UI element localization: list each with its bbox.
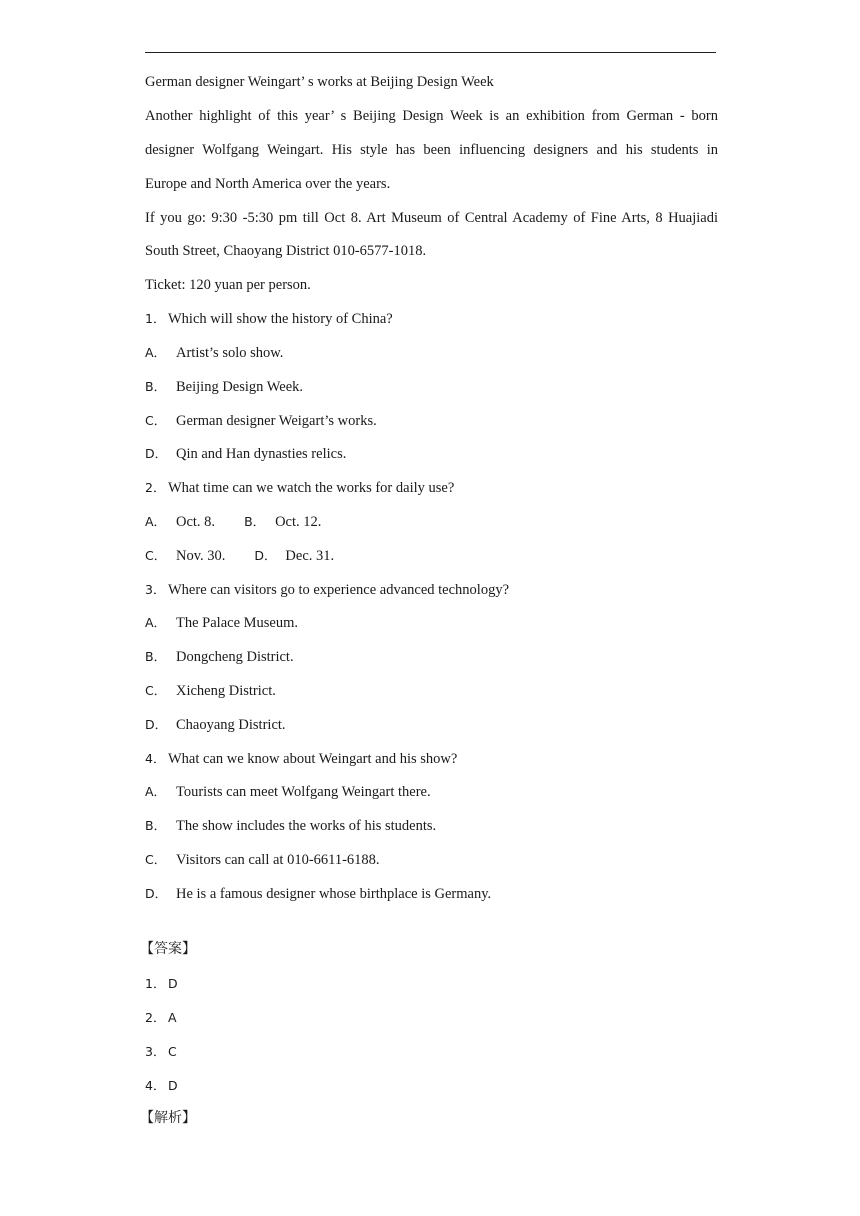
option-text: Dongcheng District.	[176, 649, 294, 665]
option-text: Oct. 12.	[275, 514, 322, 530]
answer-letter: C	[168, 1044, 177, 1059]
option-letter: A．	[145, 345, 167, 360]
answer-number: 3．	[145, 1044, 166, 1059]
option-letter: C．	[145, 683, 167, 698]
question-number: 4．	[145, 751, 166, 766]
option-3c[interactable]	[145, 682, 718, 700]
option-4b[interactable]	[145, 817, 718, 835]
option-letter: A．	[145, 784, 167, 799]
option-row-2ab	[145, 513, 718, 531]
top-rule	[145, 52, 716, 53]
option-letter: D．	[254, 548, 277, 563]
question-2	[145, 479, 718, 497]
option-4a[interactable]	[145, 783, 718, 801]
question-text: What time can we watch the works for daily use?	[168, 480, 455, 496]
answer-item	[145, 1043, 718, 1061]
answer-letter: A	[168, 1010, 177, 1025]
answer-number: 1．	[145, 976, 166, 991]
option-text: The show includes the works of his students.	[176, 818, 437, 834]
option-text: Qin and Han dynasties relics.	[176, 446, 347, 462]
answer-label: 【答案】	[140, 941, 196, 957]
option-letter: D．	[145, 717, 168, 732]
option-letter: C．	[145, 413, 167, 428]
passage-line: Europe and North America over the years.	[145, 176, 391, 192]
question-4	[145, 750, 718, 768]
option-letter: D．	[145, 446, 168, 461]
option-2b[interactable]	[244, 514, 321, 530]
option-text: He is a famous designer whose birthplace is Germany.	[176, 886, 492, 902]
option-text: Xicheng District.	[176, 683, 276, 699]
question-1	[145, 310, 718, 328]
option-4d[interactable]	[145, 885, 718, 903]
answer-letter: D	[168, 976, 178, 991]
option-text: German designer Weigart’s works.	[176, 413, 377, 429]
question-3	[145, 581, 718, 599]
question-text: What can we know about Weingart and his show?	[168, 751, 458, 767]
question-number: 3．	[145, 582, 166, 597]
option-1a[interactable]	[145, 344, 718, 362]
passage-line: Another highlight of this year’ s Beijing Design Week is an exhibition from German - born	[145, 108, 718, 124]
option-letter: B．	[145, 649, 167, 664]
option-text: Tourists can meet Wolfgang Weingart there.	[176, 784, 431, 800]
option-text: Dec. 31.	[285, 548, 335, 564]
option-text: Oct. 8.	[176, 514, 216, 530]
option-3d[interactable]	[145, 716, 718, 734]
option-1b[interactable]	[145, 378, 718, 396]
option-3a[interactable]	[145, 614, 718, 632]
option-row-2cd	[145, 547, 718, 565]
answer-letter: D	[168, 1078, 178, 1093]
option-letter: C．	[145, 548, 167, 563]
answer-item	[145, 1077, 718, 1095]
option-1c[interactable]	[145, 412, 718, 430]
passage-line: designer Wolfgang Weingart. His style has been influencing designers and his students in	[145, 142, 718, 158]
analysis-label: 【解析】	[140, 1110, 196, 1126]
answer-item	[145, 975, 718, 993]
option-text: Chaoyang District.	[176, 717, 286, 733]
passage-heading: German designer Weingart’ s works at Beijing Design Week	[145, 74, 494, 90]
question-number: 1．	[145, 311, 166, 326]
option-1d[interactable]	[145, 445, 718, 463]
answer-item	[145, 1009, 718, 1027]
option-text: The Palace Museum.	[176, 615, 299, 631]
question-text: Which will show the history of China?	[168, 311, 393, 327]
option-text: Nov. 30.	[176, 548, 226, 564]
option-3b[interactable]	[145, 648, 718, 666]
question-text: Where can visitors go to experience advanced technology?	[168, 582, 510, 598]
option-letter: B．	[244, 514, 266, 529]
option-2d[interactable]	[254, 548, 334, 564]
option-text: Visitors can call at 010-6611-6188.	[176, 852, 380, 868]
option-letter: D．	[145, 886, 168, 901]
option-4c[interactable]	[145, 851, 718, 869]
option-letter: B．	[145, 379, 167, 394]
option-2a[interactable]	[145, 514, 215, 530]
option-2c[interactable]	[145, 548, 225, 564]
answer-number: 2．	[145, 1010, 166, 1025]
option-letter: A．	[145, 514, 167, 529]
option-letter: C．	[145, 852, 167, 867]
option-text: Beijing Design Week.	[176, 379, 304, 395]
option-text: Artist’s solo show.	[176, 345, 284, 361]
passage-line: Ticket: 120 yuan per person.	[145, 277, 311, 293]
option-letter: B．	[145, 818, 167, 833]
passage-line: If you go: 9:30 -5:30 pm till Oct 8. Art Museum of Central Academy of Fine Arts, 8 Huajiadi	[145, 210, 718, 226]
option-letter: A．	[145, 615, 167, 630]
answer-number: 4．	[145, 1078, 166, 1093]
passage-line: South Street, Chaoyang District 010-6577-1018.	[145, 243, 427, 259]
question-number: 2．	[145, 480, 166, 495]
